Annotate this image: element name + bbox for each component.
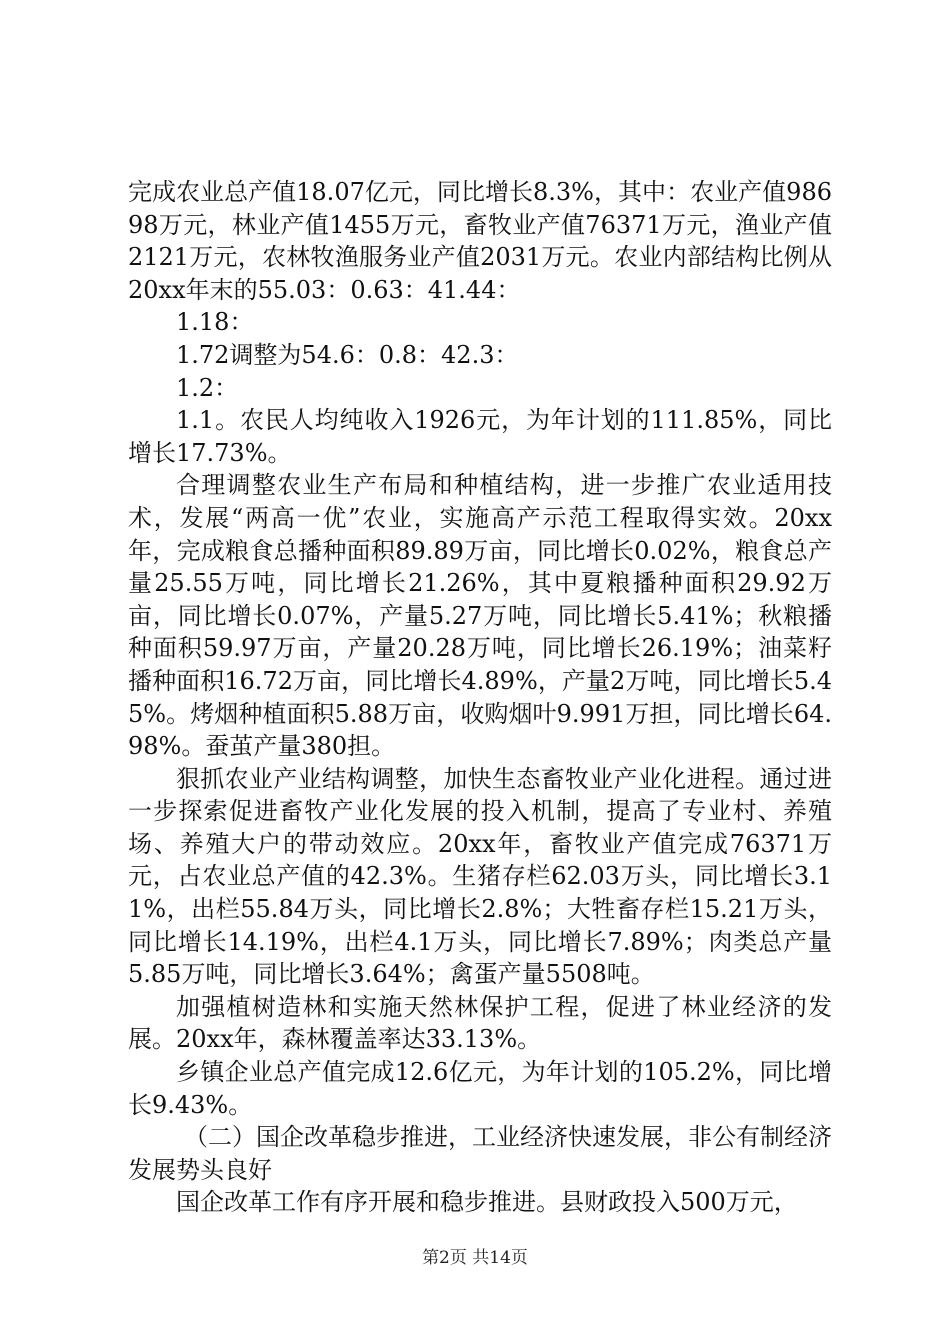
- document-body: [128, 176, 832, 1219]
- paragraph-livestock: 狠抓农业产业结构调整，加快生态畜牧业产业化进程。通过进一步探索促进畜牧产业化发展的投入机制，提高了专业村、养殖场、养殖大户的带动效应。20xx年，畜牧业产值完成76371万元，占农业总产值的42.3%。生猪存栏62.03万头，同比增长3.11%，出栏55.84万头，同比增长2.8%；大牲畜存栏15.21万头，同比增长14.19%，出栏4.1万头，同比增长7.89%；肉类总产量5.85万吨，同比增长3.64%；禽蛋产量5508吨。: [128, 764, 832, 989]
- paragraph-state-enterprise-reform: 国企改革工作有序开展和稳步推进。县财政投入500万元，: [176, 1188, 798, 1217]
- paragraph-ratio-1: 1.18：: [176, 308, 254, 337]
- paragraph-agriculture-output: 完成农业总产值18.07亿元，同比增长8.3%，其中：农业产值98698万元，林业产值1455万元，畜牧业产值76371万元，渔业产值2121万元，农林牧渔服务业产值2031万元。农业内部结构比例从20xx年末的55.03：0.63：41.44：: [128, 178, 832, 304]
- paragraph-planting-structure: 合理调整农业生产布局和种植结构，进一步推广农业适用技术，发展“两高一优”农业，实施高产示范工程取得实效。20xx年，完成粮食总播种面积89.89万亩，同比增长0.02%，粮食总产量25.55万吨，同比增长21.26%，其中夏粮播种面积29.92万亩，同比增长0.07%，产量5.27万吨，同比增长5.41%；秋粮播种面积59.97万亩，产量20.28万吨，同比增长26.19%；油菜籽播种面积16.72万亩，同比增长4.89%，产量2万吨，同比增长5.45%。烤烟种植面积5.88万亩，收购烟叶9.991万担，同比增长64.98%。蚕茧产量380担。: [128, 471, 832, 761]
- paragraph-forestry: 加强植树造林和实施天然林保护工程，促进了林业经济的发展。20xx年，森林覆盖率达33.13%。: [128, 992, 832, 1054]
- page-number-footer: 第2页 共14页: [422, 1248, 528, 1268]
- section-heading-state-enterprise: （二）国企改革稳步推进，工业经济快速发展，非公有制经济发展势头良好: [128, 1123, 832, 1184]
- paragraph-ratio-3: 1.2：: [176, 373, 239, 402]
- paragraph-ratio-2: 1.72调整为54.6：0.8：42.3：: [176, 340, 519, 369]
- paragraph-farmer-income: 1.1。农民人均纯收入1926元，为年计划的111.85%，同比增长17.73%。: [128, 406, 832, 467]
- paragraph-township-enterprise: 乡镇企业总产值完成12.6亿元，为年计划的105.2%，同比增长9.43%。: [128, 1058, 832, 1119]
